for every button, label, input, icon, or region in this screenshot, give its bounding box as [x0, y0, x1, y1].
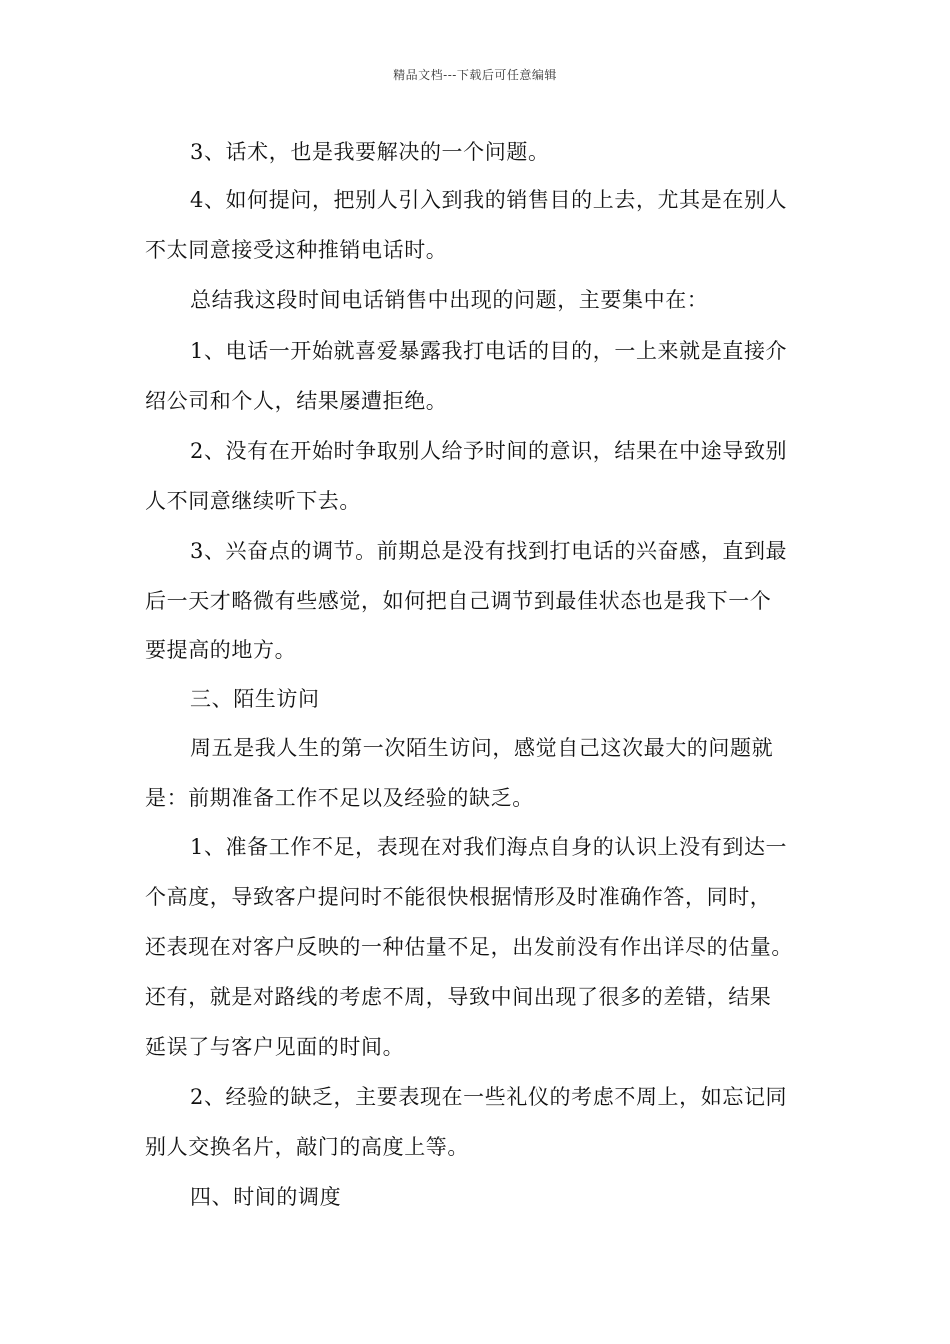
- text-line: 延误了与客户见面的时间。: [145, 1035, 405, 1059]
- text-line: 4、如何提问，把别人引入到我的销售目的上去，尤其是在别人: [190, 188, 788, 212]
- text-line: 别人交换名片，敲门的高度上等。: [145, 1135, 469, 1159]
- section-heading: 三、陌生访问: [190, 687, 320, 711]
- text-line: 要提高的地方。: [145, 638, 297, 662]
- text-line: 人不同意继续听下去。: [145, 489, 361, 513]
- text-line: 是：前期准备工作不足以及经验的缺乏。: [145, 786, 534, 810]
- text-line: 2、经验的缺乏，主要表现在一些礼仪的考虑不周上，如忘记同: [190, 1085, 788, 1109]
- page-header: 精品文档---下载后可任意编辑: [393, 68, 557, 82]
- text-line: 绍公司和个人，结果屡遭拒绝。: [145, 389, 448, 413]
- text-line: 后一天才略微有些感觉，如何把自己调节到最佳状态也是我下一个: [145, 589, 772, 613]
- text-line: 2、没有在开始时争取别人给予时间的意识，结果在中途导致别: [190, 439, 788, 463]
- text-line: 个高度，导致客户提问时不能很快根据情形及时准确作答，同时，: [145, 885, 772, 909]
- text-line: 还表现在对客户反映的一种估量不足，出发前没有作出详尽的估量。: [145, 935, 793, 959]
- text-line: 周五是我人生的第一次陌生访问，感觉自己这次最大的问题就: [190, 736, 774, 760]
- text-line: 3、话术，也是我要解决的一个问题。: [190, 140, 550, 164]
- text-line: 还有，就是对路线的考虑不周，导致中间出现了很多的差错，结果: [145, 985, 772, 1009]
- text-line: 3、兴奋点的调节。前期总是没有找到打电话的兴奋感，直到最: [190, 539, 788, 563]
- text-line: 总结我这段时间电话销售中出现的问题，主要集中在：: [190, 288, 709, 312]
- section-heading: 四、时间的调度: [190, 1185, 342, 1209]
- text-line: 1、准备工作不足，表现在对我们海点自身的认识上没有到达一: [190, 835, 788, 859]
- text-line: 不太同意接受这种推销电话时。: [145, 238, 448, 262]
- text-line: 1、电话一开始就喜爱暴露我打电话的目的，一上来就是直接介: [190, 339, 788, 363]
